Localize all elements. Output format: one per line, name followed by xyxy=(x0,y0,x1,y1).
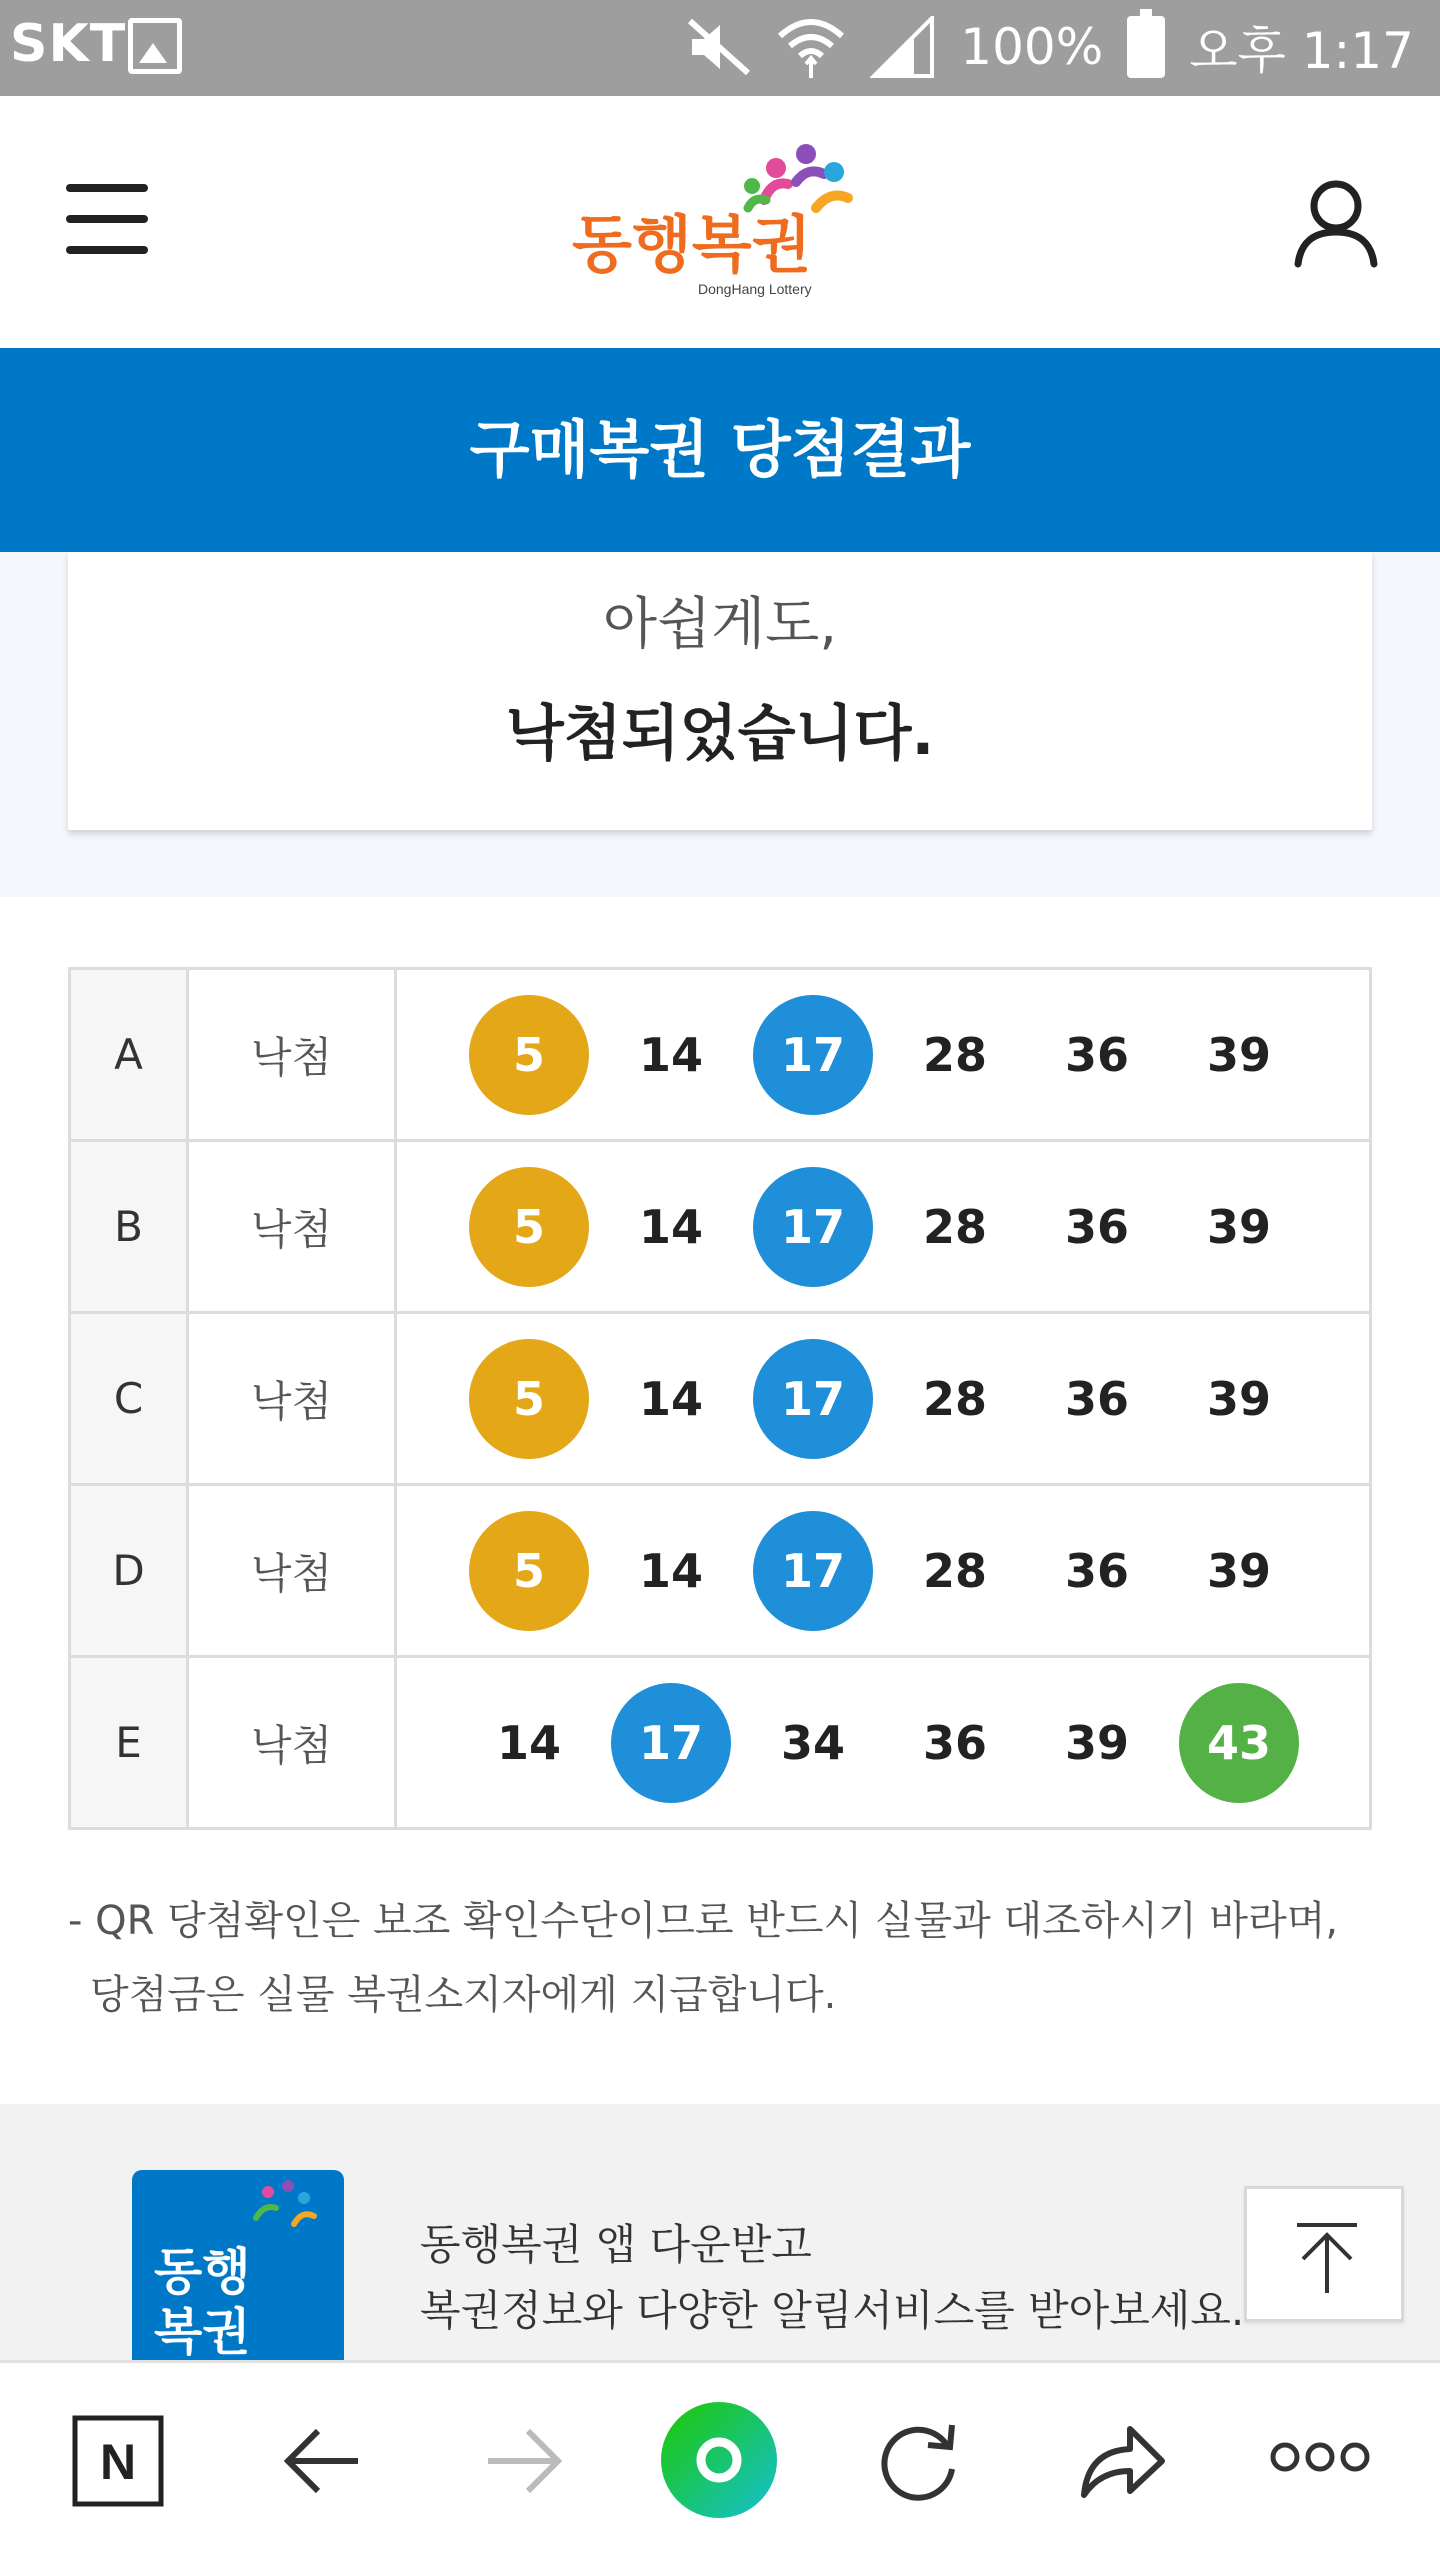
number-ball: 5 xyxy=(469,1339,589,1459)
refresh-icon xyxy=(876,2417,962,2503)
game-numbers xyxy=(397,1314,1369,1483)
number: 28 xyxy=(922,1027,987,1082)
number-ball: 17 xyxy=(753,1167,873,1287)
menu-icon-bar xyxy=(66,215,148,223)
arrow-right-icon xyxy=(484,2423,564,2499)
number: 14 xyxy=(638,1371,703,1426)
refresh-button[interactable] xyxy=(876,2417,962,2507)
number-ball: 43 xyxy=(1179,1683,1299,1803)
carrier-label: SKT xyxy=(10,14,127,74)
number: 39 xyxy=(1206,1543,1271,1598)
number: 36 xyxy=(1064,1027,1129,1082)
game-numbers xyxy=(397,1658,1369,1827)
green-dot-button[interactable] xyxy=(660,2401,778,2523)
number-ball: 17 xyxy=(611,1683,731,1803)
number-ball: 17 xyxy=(753,995,873,1115)
game-label: E xyxy=(70,1657,188,1829)
number: 28 xyxy=(922,1543,987,1598)
game-row xyxy=(70,1485,1371,1657)
user-account-button[interactable] xyxy=(1292,178,1380,268)
svg-text:N: N xyxy=(99,2434,137,2490)
arrow-up-icon xyxy=(1247,2189,1407,2325)
number: 39 xyxy=(1064,1715,1129,1770)
game-label: D xyxy=(70,1485,188,1657)
arrow-left-icon xyxy=(282,2423,362,2499)
gallery-notification-icon xyxy=(128,18,182,74)
page-title: 구매복권 당첨결과 xyxy=(0,348,1440,552)
number: 36 xyxy=(1064,1371,1129,1426)
battery-percent: 100% xyxy=(960,18,1104,76)
game-label: B xyxy=(70,1141,188,1313)
game-numbers-cell xyxy=(396,1313,1371,1485)
number: 14 xyxy=(638,1027,703,1082)
game-status: 낙첨 xyxy=(188,1485,396,1657)
menu-icon-bar xyxy=(66,246,148,254)
app-banner-text xyxy=(420,2212,1244,2344)
game-status: 낙첨 xyxy=(188,1657,396,1829)
game-numbers xyxy=(397,1486,1369,1655)
result-section xyxy=(0,552,1440,897)
share-arrow-icon xyxy=(1078,2421,1166,2501)
game-numbers xyxy=(397,970,1369,1139)
game-row xyxy=(70,969,1371,1141)
user-icon xyxy=(1292,178,1380,268)
number: 14 xyxy=(638,1199,703,1254)
number-ball: 17 xyxy=(753,1339,873,1459)
status-bar xyxy=(0,0,1440,96)
number: 14 xyxy=(496,1715,561,1770)
game-status: 낙첨 xyxy=(188,1141,396,1313)
game-row xyxy=(70,1657,1371,1829)
number-ball: 5 xyxy=(469,1167,589,1287)
result-card xyxy=(68,552,1372,830)
game-numbers-cell xyxy=(396,1141,1371,1313)
browser-bottom-bar xyxy=(0,2360,1440,2560)
site-header xyxy=(0,96,1440,348)
menu-icon xyxy=(66,184,148,192)
more-button[interactable] xyxy=(1270,2439,1370,2479)
number: 39 xyxy=(1206,1199,1271,1254)
game-numbers-cell xyxy=(396,969,1371,1141)
wifi-icon xyxy=(776,14,846,80)
result-line-1: 아쉽게도, xyxy=(602,592,838,657)
number: 39 xyxy=(1206,1027,1271,1082)
number: 28 xyxy=(922,1199,987,1254)
svg-text:DongHang Lottery: DongHang Lottery xyxy=(698,281,812,297)
number: 36 xyxy=(922,1715,987,1770)
game-status: 낙첨 xyxy=(188,969,396,1141)
svg-text:동행복권: 동행복권 xyxy=(572,208,812,281)
naver-home-button[interactable] xyxy=(72,2415,164,2511)
app-icon-text-2: 복권 xyxy=(154,2303,251,2360)
number: 14 xyxy=(638,1543,703,1598)
number: 36 xyxy=(1064,1199,1129,1254)
game-label: C xyxy=(70,1313,188,1485)
number: 28 xyxy=(922,1371,987,1426)
game-numbers-cell xyxy=(396,1485,1371,1657)
app-logo-icon xyxy=(132,2170,344,2360)
green-dot-icon xyxy=(660,2401,778,2519)
notice-text: - QR 당첨확인은 보조 확인수단이므로 반드시 실물과 대조하시기 바라며, 당첨금은 실물 복권소지자에게 지급합니다. xyxy=(68,1898,1339,2018)
mute-icon xyxy=(686,17,752,77)
game-numbers xyxy=(397,1142,1369,1311)
game-status: 낙첨 xyxy=(188,1313,396,1485)
number: 34 xyxy=(780,1715,845,1770)
app-banner-line-2: 복권정보와 다양한 알림서비스를 받아보세요. xyxy=(420,2286,1245,2335)
number: 39 xyxy=(1206,1371,1271,1426)
game-row xyxy=(70,1141,1371,1313)
number-ball: 5 xyxy=(469,995,589,1115)
forward-button[interactable] xyxy=(484,2423,564,2503)
battery-icon xyxy=(1127,16,1165,78)
result-line-2: 낙첨되었습니다. xyxy=(505,699,935,769)
status-icons xyxy=(686,12,1414,82)
donghang-logo[interactable] xyxy=(568,138,888,308)
app-icon-text-1: 동행 xyxy=(154,2243,251,2301)
clock: 오후 1:17 xyxy=(1189,22,1414,80)
more-dots-icon xyxy=(1270,2439,1370,2475)
game-label: A xyxy=(70,969,188,1141)
app-banner[interactable] xyxy=(0,2104,1440,2360)
number-ball: 17 xyxy=(753,1511,873,1631)
scroll-to-top-button[interactable] xyxy=(1244,2186,1404,2322)
signal-icon xyxy=(870,16,936,78)
games-table xyxy=(68,967,1372,1830)
menu-button[interactable] xyxy=(66,184,148,254)
number-ball: 5 xyxy=(469,1511,589,1631)
number: 36 xyxy=(1064,1543,1129,1598)
share-button[interactable] xyxy=(1078,2421,1166,2505)
game-row xyxy=(70,1313,1371,1485)
game-numbers-cell xyxy=(396,1657,1371,1829)
logo-figures-icon xyxy=(744,144,848,208)
app-banner-line-1: 동행복권 앱 다운받고 xyxy=(420,2220,812,2269)
back-button[interactable] xyxy=(282,2423,362,2503)
